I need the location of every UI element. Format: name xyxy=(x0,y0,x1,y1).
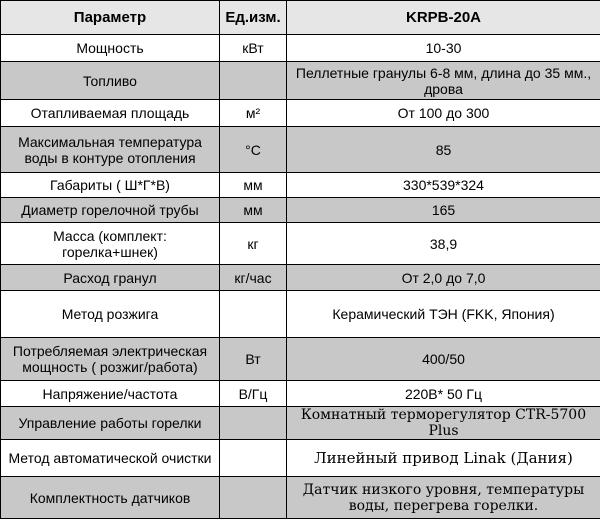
header-unit: Ед.изм. xyxy=(220,1,287,35)
unit-cell xyxy=(220,440,287,477)
unit-cell: °С xyxy=(220,127,287,173)
param-cell: Мощность xyxy=(1,35,220,62)
unit-cell: кг/час xyxy=(220,265,287,291)
value-cell: 165 xyxy=(287,198,600,223)
header-model: KRPB-20A xyxy=(287,1,600,35)
table-row xyxy=(1,477,600,519)
table-row xyxy=(1,291,600,338)
table-row xyxy=(1,223,600,265)
header-row xyxy=(1,1,600,35)
unit-cell: кг xyxy=(220,223,287,265)
table-row xyxy=(1,265,600,291)
param-cell: Метод розжига xyxy=(1,291,220,338)
value-cell: Комнатный терморегулятор CTR-5700 Plus xyxy=(287,407,600,440)
unit-cell: В/Гц xyxy=(220,381,287,407)
param-cell: Расход гранул xyxy=(1,265,220,291)
param-cell: Максимальная температура воды в контуре отопления xyxy=(1,127,220,173)
param-cell: Метод автоматической очистки xyxy=(1,440,220,477)
table-row xyxy=(1,62,600,100)
value-cell: 220В* 50 Гц xyxy=(287,381,600,407)
table-row xyxy=(1,407,600,440)
table-row xyxy=(1,100,600,127)
header-param: Параметр xyxy=(1,1,220,35)
value-cell: От 100 до 300 xyxy=(287,100,600,127)
value-cell: 38,9 xyxy=(287,223,600,265)
value-cell: 400/50 xyxy=(287,338,600,381)
unit-cell: мм xyxy=(220,198,287,223)
param-cell: Управление работы горелки xyxy=(1,407,220,440)
table-row xyxy=(1,198,600,223)
table-row xyxy=(1,35,600,62)
param-cell: Потребляемая электрическая мощность ( розжиг/работа) xyxy=(1,338,220,381)
param-cell: Диаметр горелочной трубы xyxy=(1,198,220,223)
param-cell: Габариты ( Ш*Г*В) xyxy=(1,173,220,198)
unit-cell xyxy=(220,407,287,440)
table-row xyxy=(1,381,600,407)
param-cell: Отапливаемая площадь xyxy=(1,100,220,127)
table-row xyxy=(1,338,600,381)
unit-cell: м² xyxy=(220,100,287,127)
value-cell: Датчик низкого уровня, температуры воды, перегрева горелки. xyxy=(287,477,600,519)
value-cell: 10-30 xyxy=(287,35,600,62)
value-cell: Керамический ТЭН (FKK, Япония) xyxy=(287,291,600,338)
param-cell: Топливо xyxy=(1,62,220,100)
value-cell: 330*539*324 xyxy=(287,173,600,198)
unit-cell xyxy=(220,62,287,100)
table-row xyxy=(1,127,600,173)
param-cell: Напряжение/частота xyxy=(1,381,220,407)
table-row xyxy=(1,440,600,477)
unit-cell xyxy=(220,291,287,338)
unit-cell: кВт xyxy=(220,35,287,62)
value-cell: Линейный привод Linak (Дания) xyxy=(287,440,600,477)
value-cell: От 2,0 до 7,0 xyxy=(287,265,600,291)
table-row xyxy=(1,173,600,198)
unit-cell: Вт xyxy=(220,338,287,381)
unit-cell xyxy=(220,477,287,519)
value-cell: 85 xyxy=(287,127,600,173)
unit-cell: мм xyxy=(220,173,287,198)
param-cell: Масса (комплект: горелка+шнек) xyxy=(1,223,220,265)
param-cell: Комплектность датчиков xyxy=(1,477,220,519)
value-cell: Пеллетные гранулы 6-8 мм, длина до 35 мм., дрова xyxy=(287,62,600,100)
